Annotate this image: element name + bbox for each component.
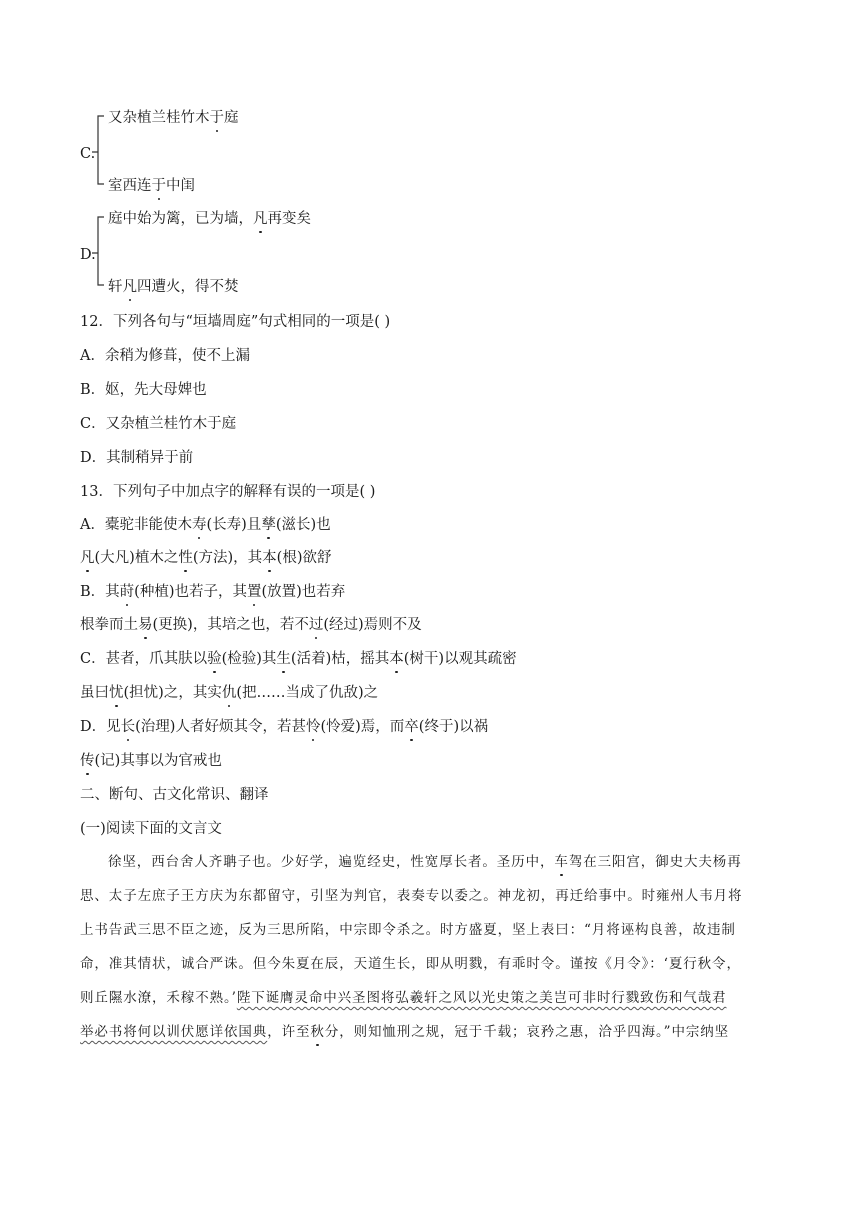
question-13-c-line2: 虽曰忧(担忧)之，其实仇(把……当成了仇敌)之 [80,685,379,701]
question-13-d-line2: 传(记)其事以为官戒也 [80,753,222,769]
option-d-top: 庭中始为篱，已为墙，凡再变矣 [108,211,311,227]
question-12-option-a: A．余稍为修葺，使不上漏 [80,348,250,364]
passage-line-2: 思、太子左庶子王方庆为东都留守，引坚为判官，表奏专以委之。神龙初，再迁给事中。时雍州人韦月将 [80,888,743,904]
passage-line-4: 命，准其情状，诚合严诛。但今朱夏在辰，天道生长，即从明戮，有乖时令。谨按《月令》：‘夏行秋令， [80,956,741,972]
question-12-stem: 12．下列各句与“垣墙周庭”句式相同的一项是( ) [80,314,391,330]
passage-line-1: 徐坚，西台舍人齐聃子也。少好学，遍览经史，性宽厚长者。圣历中，车驾在三阳宫，御史大夫杨再 [108,854,742,870]
question-13-c-line1: C．甚者，爪其肤以验(检验)其生(活着)枯，摇其本(树干)以观其疏密 [80,651,517,667]
question-13-b-line1: B．其莳(种植)也若子，其置(放置)也若弃 [80,584,346,600]
question-13-d-line1: D．见长(治理)人者好烦其令，若甚怜(怜爱)焉，而卒(终于)以祸 [80,719,489,735]
emphasis-char: 车 [554,854,569,870]
passage-line-3: 上书告武三思不臣之迹，反为三思所陷，中宗即令杀之。时方盛夏，坚上表曰：“月将诬构良善，故违制 [80,922,736,938]
emphasis-char: 怜 [305,719,321,735]
unpunctuated-segment: 陛下诞膺灵命中兴圣图将弘羲轩之风以光史策之美岂可非时行戮致伤和气哉君 [236,990,727,1006]
emphasis-char: 凡 [122,279,137,295]
emphasis-char: 性 [178,550,193,566]
section-heading: 二、断句、古文化常识、翻译 [80,787,269,803]
emphasis-char: 秋 [310,1024,325,1040]
emphasis-char: 凡 [80,550,95,566]
emphasis-char: 卒 [404,719,419,735]
unpunctuated-segment: 举必书将何以训伏愿详依国典 [80,1024,268,1040]
emphasis-char: 生 [276,651,291,667]
emphasis-char: 置 [246,584,262,600]
emphasis-char: 寿 [191,517,207,533]
emphasis-char: 莳 [119,584,135,600]
emphasis-char: 于 [151,178,166,194]
emphasis-char: 仇 [221,685,237,701]
emphasis-char: 验 [207,651,222,667]
emphasis-char: 过 [308,617,324,633]
section-subheading: (一)阅读下面的文言文 [80,821,222,837]
emphasis-char: 忧 [109,685,124,701]
question-12-option-c: C．又杂植兰桂竹木于庭 [80,416,237,432]
emphasis-char: 于 [209,110,224,126]
emphasis-char: 易 [138,617,153,633]
passage-line-5: 则丘隰水潦，禾稼不熟。’陛下诞膺灵命中兴圣图将弘羲轩之风以光史策之美岂可非时行戮致伤和气哉君 [80,990,727,1006]
emphasis-char: 传 [80,753,95,769]
question-13-a-line1: A．橐驼非能使木寿(长寿)且孳(滋长)也 [80,517,331,533]
option-c-label: C. [80,146,96,162]
emphasis-char: 孳 [261,517,276,533]
option-d-label: D. [80,247,96,263]
question-13-b-line2: 根拳而土易(更换)，其培之也，若不过(经过)焉则不及 [80,617,422,633]
question-13-stem: 13．下列句子中加点字的解释有误的一项是( ) [80,484,376,500]
emphasis-char: 本 [262,550,277,566]
emphasis-char: 长 [120,719,136,735]
question-12-option-d: D．其制稍异于前 [80,450,194,466]
question-12-option-b: B．妪，先大母婢也 [80,382,207,398]
passage-line-6: 举必书将何以训伏愿详依国典，许至秋分，则知恤刑之规，冠于千载；哀矜之惠，洽乎四海。”中宗纳坚 [80,1024,730,1040]
option-c-bottom: 室西连于中闺 [108,178,195,194]
emphasis-char: 本 [389,651,404,667]
option-c-top: 又杂植兰桂竹木于庭 [108,110,239,126]
question-13-a-line2: 凡(大凡)植木之性(方法)，其本(根)欲舒 [80,550,332,566]
emphasis-char: 凡 [253,211,268,227]
option-d-bottom: 轩凡四遭火，得不焚 [108,279,239,295]
